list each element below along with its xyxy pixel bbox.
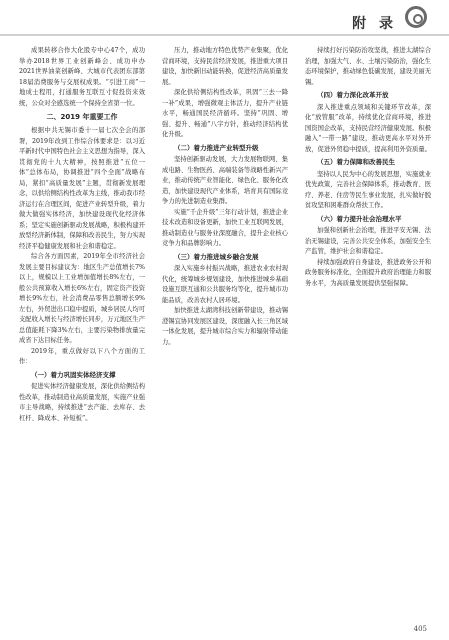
- paragraph: 2019年，重点做好以下八个方面的工作：: [19, 347, 145, 365]
- gear-icon: [405, 6, 427, 28]
- paragraph: 坚持以人民为中心的发展思想，实施就业优先政策，完善社会保障体系，推动教育、医疗、养老、住房等民生事业发展，扎实做好脱贫攻坚和困难群众帮扶工作。: [305, 170, 431, 209]
- header-rule: [0, 34, 449, 36]
- section-heading: 二、2019 年重要工作: [46, 113, 118, 121]
- paragraph: 坚持创新驱动发展，大力发展物联网、集成电路、生物医药、高端装备等战略性新兴产业，推动传统产业智能化、绿色化、服务化改造，加快建设现代产业体系，培育具有国际竞争力的先进制造业集群。: [162, 156, 288, 205]
- text-column-3: [305, 46, 431, 618]
- paragraph: 深入实施乡村振兴战略，推进农业农村现代化，统筹城乡规划建设，加快推进城乡基础设施互联互通和公共服务均等化，提升城市功能品质，改善农村人居环境。: [162, 265, 288, 304]
- paragraph: 深入推进重点领域和关键环节改革，深化“放管服”改革，持续优化营商环境，推进国资国企改革，支持民营经济健康发展。积极融入“一带一路”建设，推动更高水平对外开放，促进外贸稳中提质，提高利用外资质量。: [305, 103, 431, 153]
- paragraph: 深化供给侧结构性改革，巩固“三去一降一补”成果，增强微观主体活力，提升产业链水平，畅通国民经济循环。坚持“巩固、增强、提升、畅通”八字方针，推动经济结构优化升级。: [162, 89, 288, 138]
- paragraph: 压力，推动地方特色优势产业集聚，优化营商环境，支持民营经济发展，推进重大项目建设，加快新旧动能转换，促进经济高质量发展。: [162, 47, 288, 86]
- section-heading: （三）着力推进城乡融合发展: [174, 252, 259, 261]
- page-header: [0, 0, 449, 45]
- text-column-2: [162, 46, 288, 618]
- paragraph: 加快推进太湖湾科技创新带建设，推动锡澄锡宜协同发展区建设，深度融入长三角区域一体化发展，提升城市综合实力和辐射带动能力。: [162, 307, 288, 346]
- paragraph: 根据中共无锡市委十一届七次全会的部署，2019年改到工作综合体要求是：以习近平新时代中国特色社会主义思想为指导，深入贯彻党的十九大精神，按照推进“五位一体”总体布局，协调推进“四个全面”战略布局，紧扣“高质量发展”主题，贯彻新发展理念，以供给侧结构性改革为主线，推动我市经济运行在合理区间，促进产业转型升级，着力做大做强实体经济，加快建设现代化经济体系；坚定实施创新驱动发展战略，积极构建开放型经济新体制，保障和改善民生，努力实现经济平稳健康发展和社会和谐稳定。: [19, 127, 145, 250]
- header-title: 附 录: [352, 16, 397, 32]
- text-column-1: [19, 46, 145, 618]
- paragraph: 持续加强政府自身建设，推进政务公开和政务服务标准化，全面提升政府治理能力和服务水平，为高质量发展提供坚强保障。: [305, 258, 431, 287]
- section-heading: （二）着力推进产业转型升级: [174, 143, 259, 152]
- paragraph: 持续打好污染防治攻坚战，推进太湖综合治理，加强大气、水、土壤污染防治，强化生态环境保护，推动绿色低碳发展，建设美丽无锡。: [305, 47, 431, 86]
- page-number: 405: [413, 625, 427, 633]
- paragraph: 成果转移合作大化股专中心47个，成功举办2018世界工业创新峰会、成功申办2021世界油菜创新峰、大城市代表团东部第18届消费服务与交展权成果。“引进工商”一地成士程用，打通服务互联互寸促投资来效统，公众对全感选统一个保持全省第一位。: [19, 47, 145, 107]
- paragraph: 加强和创新社会治理，推进平安无锡、法治无锡建设，完善公共安全体系，加强安全生产监管，维护社会和谐稳定。: [305, 227, 431, 255]
- paragraph: 综合各方面因素，2019年全市经济社会发展主要目标建议为：地区生产总值增长7%以上，规模以上工业增加值增长8%左右，一般公共预算收入增长6%左右，固定资产投资增长9%左右，社会消费品零售总额增长9%左右，外贸进出口稳中提质，城乡居民人均可支配收入增长与经济增长同步，万元地区生产总值能耗下降3%左右，主要污染物排放量完成省下达目标任务。: [19, 253, 145, 344]
- paragraph: 实施“千企升级”三年行动计划，推进企业技术改造和设备更新，加快工业互联网发展，推动制造业与服务业深度融合，提升企业核心竞争力和品牌影响力。: [162, 208, 288, 247]
- section-heading: （一）着力巩固实体经济支撑: [31, 370, 116, 379]
- section-heading: （四）着力深化改革开放: [317, 91, 389, 99]
- section-heading: （六）着力提升社会治理水平: [317, 214, 402, 223]
- paragraph: 促进实体经济健康发展，深化供给侧结构性改革，推动制造业高质量发展，实施产业强市主导战略，持续推进“去产能、去库存、去杠杆、降成本、补短板”。: [19, 383, 145, 422]
- section-heading: （五）着力保障和改善民生: [317, 158, 395, 166]
